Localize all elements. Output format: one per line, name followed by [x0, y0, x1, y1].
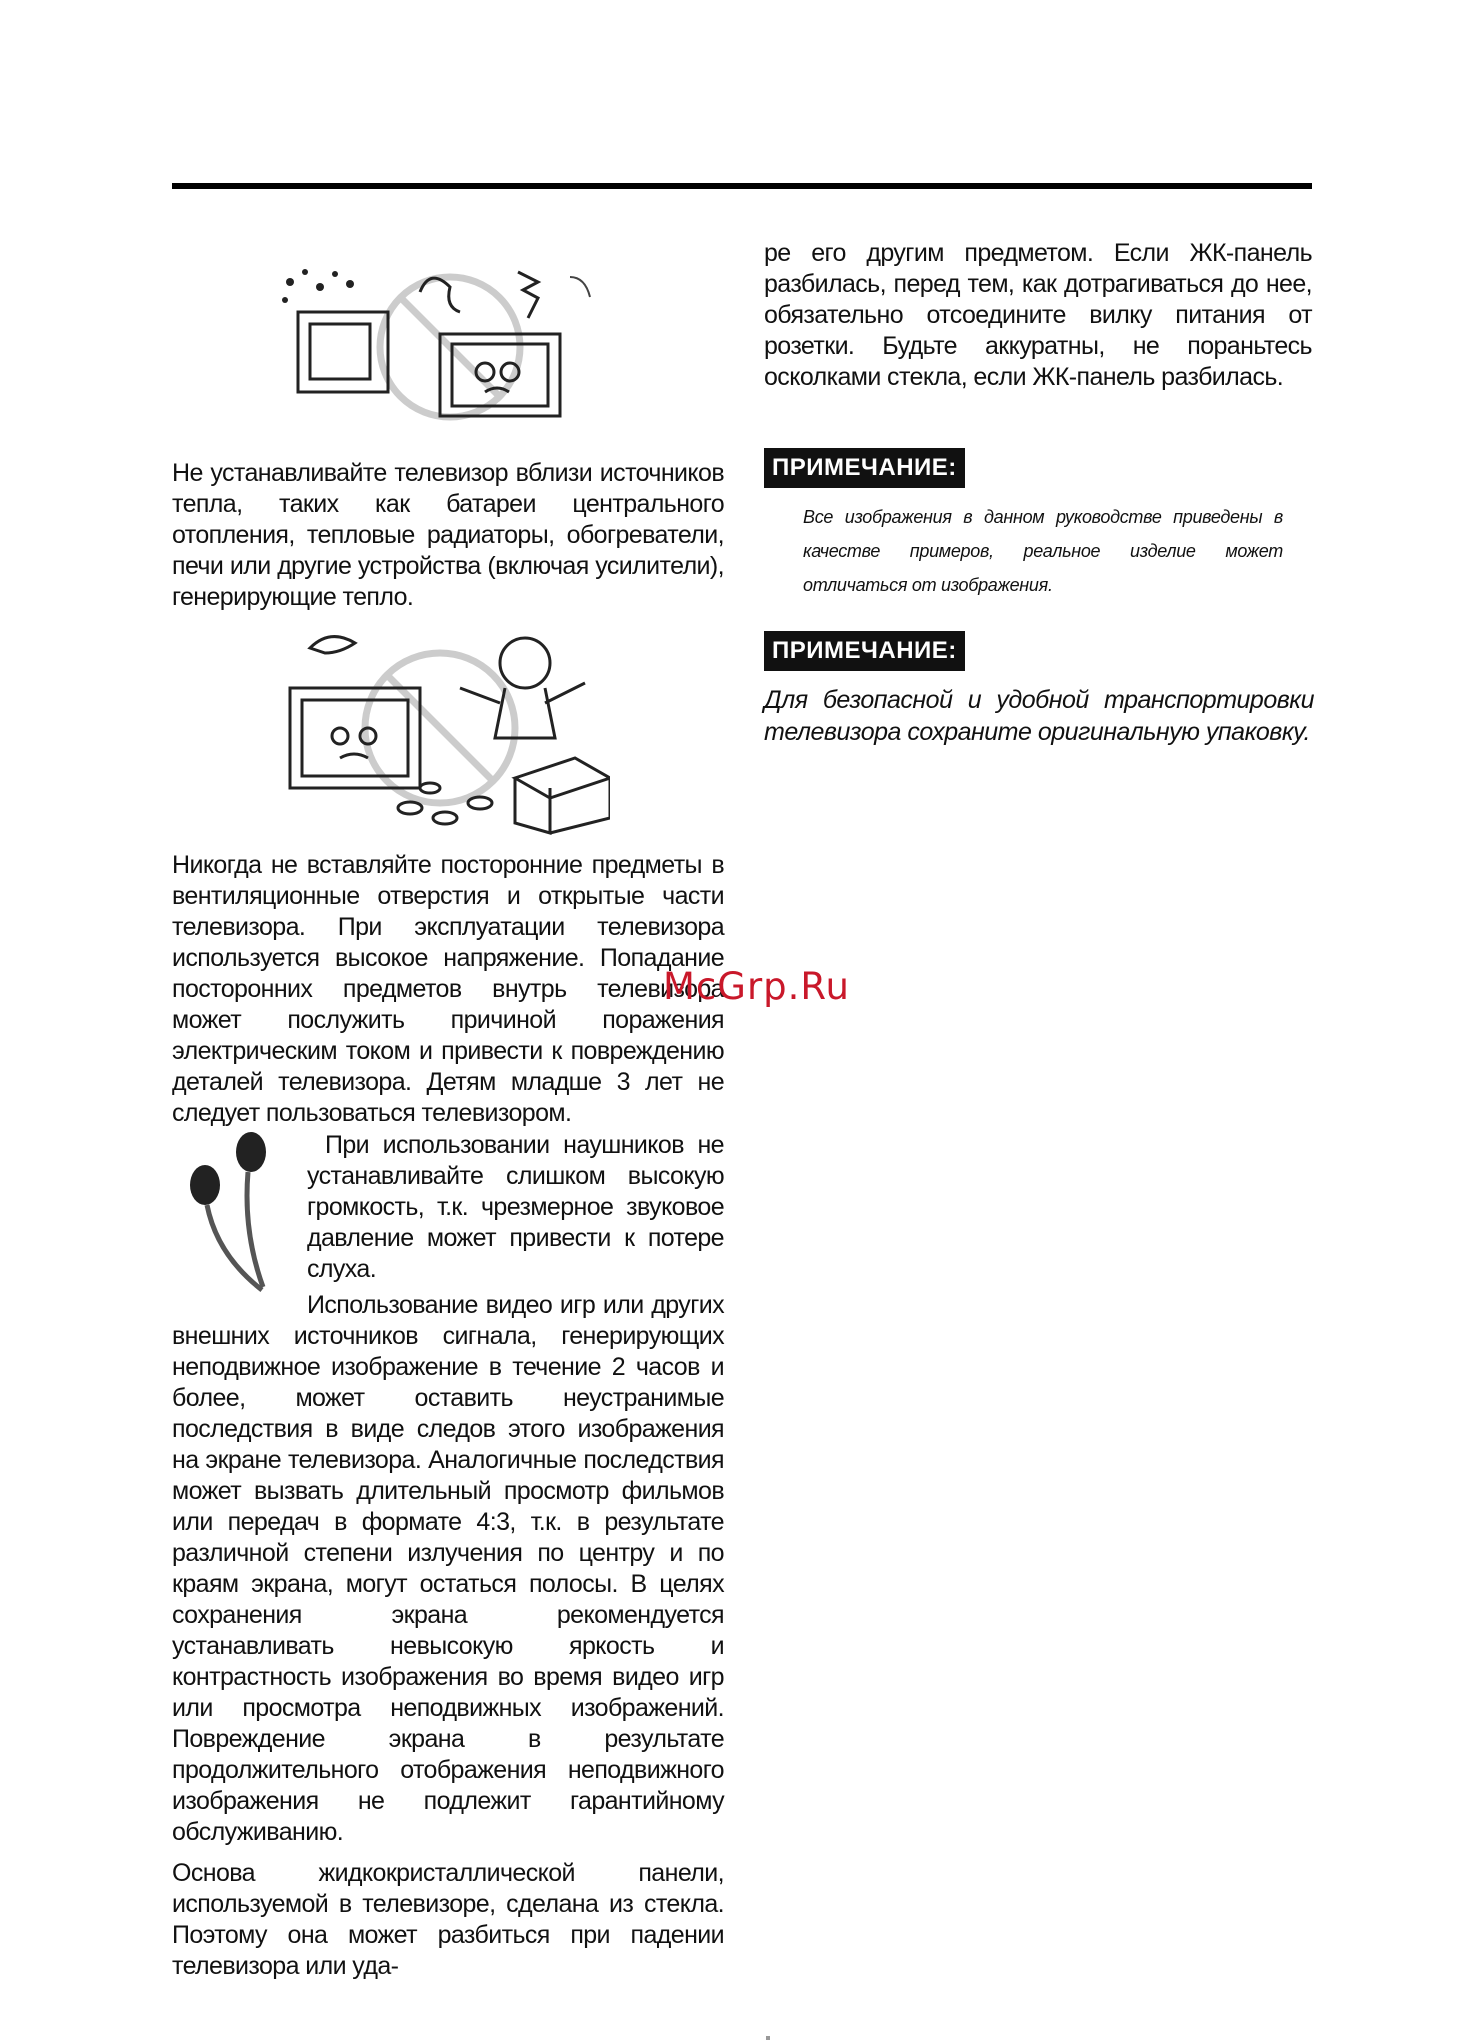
headphones-illustration — [183, 1130, 293, 1295]
header-rule — [172, 183, 1312, 189]
heat-source-illustration — [270, 262, 600, 422]
note-text-transport: Для безопасной и удобной транспортировки телевизора сохраните оригинальную упаковку. — [764, 686, 1314, 746]
paragraph-lcd-glass: Основа жидкокристаллической панели, используемой в телевизоре, сделана из стекла. Поэтому она может разбиться при падении телевизора или уда- — [172, 1859, 724, 1980]
watermark: McGrp.Ru — [663, 965, 850, 1008]
paragraph-foreign-objects: Никогда не вставляйте посторонние предметы в вентиляционные отверстия и открытые части телевизора. При эксплуатации телевизора используется высокое напряжение. Попадание посторонних предметов внутрь телевизора может послужить причиной поражения электрическим током и привести к повреждению деталей телевизора. Детям младше 3 лет не следует пользоваться телевизором. — [172, 851, 724, 1127]
paragraph-heat-sources: Не устанавливайте телевизор вблизи источников тепла, таких как батареи центрального отопления, тепловые радиаторы, обогреватели, печи или другие устройства (включая усилители), генерирующие тепло. — [172, 459, 724, 611]
paragraph-headphones: При использовании наушников не устанавливайте слишком высокую громкость, т.к. чрезмерное звуковое давление может привести к потере слуха. — [307, 1131, 724, 1283]
note-label-1: ПРИМЕЧАНИЕ: — [764, 448, 965, 488]
note-text-images: Все изображения в данном руководстве приведены в качестве примеров, реальное изделие может отличаться от изображения. — [803, 507, 1283, 595]
paragraph-video-games: Использование видео игр или других внешних источников сигнала, генерирующих неподвижное изображение в течение 2 часов и более, может оставить неустранимые последствия в виде следов этого изображения на экране телевизора. Аналогичные последствия может вызвать длительный просмотр фильмов или передач в формате 4:3, т.к. в результате различной степени излучения по центру и по краям экрана, могут остаться полосы. В целях сохранения экрана рекомендуется устанавливать невысокую яркость и контрастность изображения во время видео игр или просмотра неподвижных изображений. Повреждение экрана в результате продолжительного отображения неподвижного изображения не подлежит гарантийному обслуживанию. — [172, 1291, 724, 1846]
note-label-2: ПРИМЕЧАНИЕ: — [764, 631, 965, 671]
paragraph-lcd-glass-continued: ре его другим предметом. Если ЖК-панель разбилась, перед тем, как дотрагиваться до нее, обязательно отсоедините вилку питания от розетки. Будьте аккуратны, не пораньтесь осколками стекла, если ЖК-панель разбилась. — [764, 239, 1312, 391]
foreign-objects-illustration — [280, 628, 610, 838]
page-mark — [766, 2036, 770, 2040]
